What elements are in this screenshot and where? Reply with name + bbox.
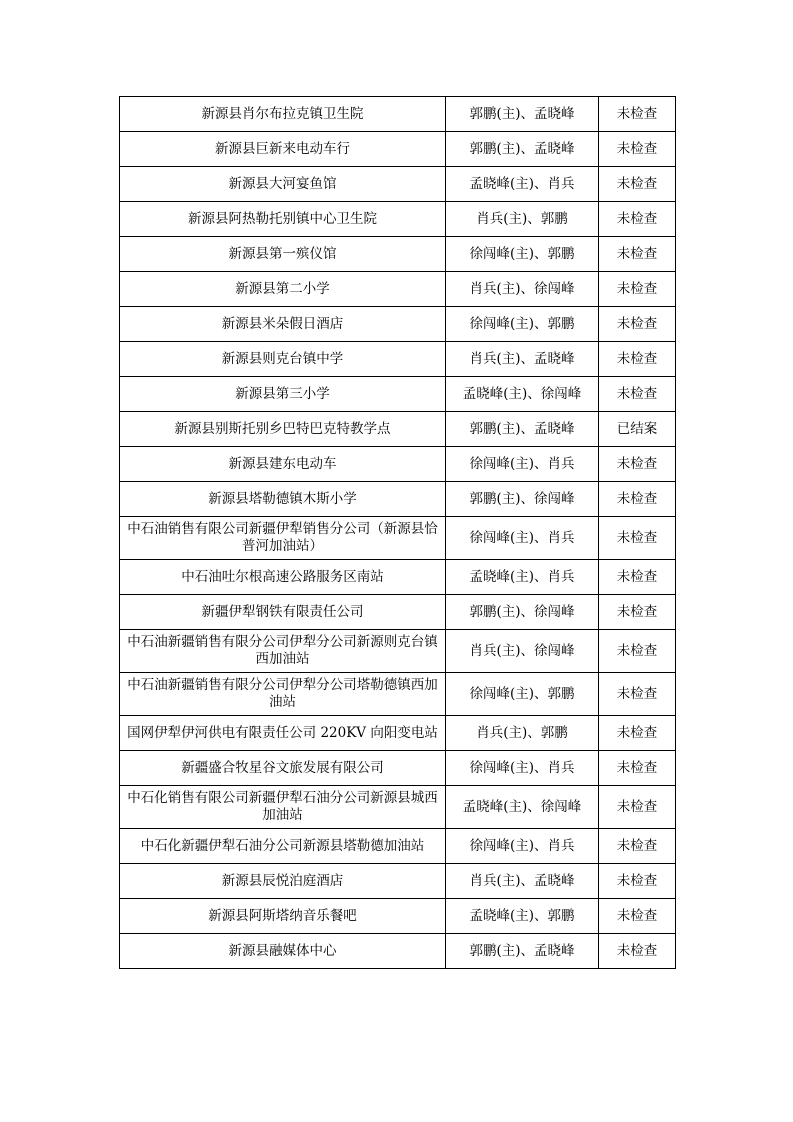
unit-name-cell: 新源县米朵假日酒店 bbox=[120, 307, 446, 342]
inspection-table bbox=[119, 96, 676, 969]
status-cell: 未检查 bbox=[599, 307, 676, 342]
inspectors-cell: 孟晓峰(主)、徐闯峰 bbox=[446, 377, 599, 412]
status-cell: 未检查 bbox=[599, 482, 676, 517]
status-cell: 未检查 bbox=[599, 934, 676, 969]
unit-name-cell: 新源县阿热勒托别镇中心卫生院 bbox=[120, 202, 446, 237]
table-row bbox=[120, 132, 676, 167]
unit-name-cell: 新源县阿斯塔纳音乐餐吧 bbox=[120, 899, 446, 934]
status-cell: 未检查 bbox=[599, 864, 676, 899]
inspectors-cell: 徐闯峰(主)、郭鹏 bbox=[446, 307, 599, 342]
inspectors-cell: 孟晓峰(主)、肖兵 bbox=[446, 560, 599, 595]
table-row bbox=[120, 751, 676, 786]
inspectors-cell: 郭鹏(主)、孟晓峰 bbox=[446, 132, 599, 167]
unit-name-cell: 中石油销售有限公司新疆伊犁销售分公司（新源县恰普河加油站） bbox=[120, 517, 446, 560]
inspectors-cell: 郭鹏(主)、徐闯峰 bbox=[446, 595, 599, 630]
unit-name-cell: 新源县第二小学 bbox=[120, 272, 446, 307]
status-cell: 已结案 bbox=[599, 412, 676, 447]
inspectors-cell: 徐闯峰(主)、肖兵 bbox=[446, 751, 599, 786]
unit-name-cell: 新源县则克台镇中学 bbox=[120, 342, 446, 377]
table-row bbox=[120, 786, 676, 829]
unit-name-cell: 新源县建东电动车 bbox=[120, 447, 446, 482]
table-row bbox=[120, 167, 676, 202]
table-row bbox=[120, 864, 676, 899]
status-cell: 未检查 bbox=[599, 517, 676, 560]
table-row bbox=[120, 272, 676, 307]
inspectors-cell: 肖兵(主)、郭鹏 bbox=[446, 202, 599, 237]
inspectors-cell: 徐闯峰(主)、郭鹏 bbox=[446, 237, 599, 272]
table-row bbox=[120, 829, 676, 864]
inspectors-cell: 孟晓峰(主)、肖兵 bbox=[446, 167, 599, 202]
status-cell: 未检查 bbox=[599, 751, 676, 786]
unit-name-cell: 新源县融媒体中心 bbox=[120, 934, 446, 969]
status-cell: 未检查 bbox=[599, 786, 676, 829]
table-row bbox=[120, 934, 676, 969]
unit-name-cell: 新疆盛合牧星谷文旅发展有限公司 bbox=[120, 751, 446, 786]
status-cell: 未检查 bbox=[599, 630, 676, 673]
table-row bbox=[120, 630, 676, 673]
unit-name-cell: 新源县巨新来电动车行 bbox=[120, 132, 446, 167]
inspectors-cell: 徐闯峰(主)、肖兵 bbox=[446, 517, 599, 560]
status-cell: 未检查 bbox=[599, 377, 676, 412]
unit-name-cell: 中石油新疆销售有限分公司伊犁分公司塔勒德镇西加油站 bbox=[120, 673, 446, 716]
unit-name-cell: 中石化销售有限公司新疆伊犁石油分公司新源县城西加油站 bbox=[120, 786, 446, 829]
table-row bbox=[120, 517, 676, 560]
table-row bbox=[120, 673, 676, 716]
table-row bbox=[120, 447, 676, 482]
unit-name-cell: 中石油吐尔根高速公路服务区南站 bbox=[120, 560, 446, 595]
table-row bbox=[120, 716, 676, 751]
inspection-table-body bbox=[120, 97, 676, 969]
inspectors-cell: 郭鹏(主)、孟晓峰 bbox=[446, 97, 599, 132]
table-row bbox=[120, 482, 676, 517]
unit-name-cell: 新源县辰悦泊庭酒店 bbox=[120, 864, 446, 899]
table-row bbox=[120, 412, 676, 447]
inspectors-cell: 肖兵(主)、孟晓峰 bbox=[446, 864, 599, 899]
inspectors-cell: 徐闯峰(主)、郭鹏 bbox=[446, 673, 599, 716]
inspectors-cell: 孟晓峰(主)、徐闯峰 bbox=[446, 786, 599, 829]
table-row bbox=[120, 202, 676, 237]
inspectors-cell: 肖兵(主)、郭鹏 bbox=[446, 716, 599, 751]
unit-name-cell: 新源县第三小学 bbox=[120, 377, 446, 412]
inspectors-cell: 郭鹏(主)、孟晓峰 bbox=[446, 934, 599, 969]
status-cell: 未检查 bbox=[599, 202, 676, 237]
inspectors-cell: 孟晓峰(主)、郭鹏 bbox=[446, 899, 599, 934]
status-cell: 未检查 bbox=[599, 237, 676, 272]
inspectors-cell: 徐闯峰(主)、肖兵 bbox=[446, 447, 599, 482]
table-row bbox=[120, 237, 676, 272]
inspectors-cell: 郭鹏(主)、徐闯峰 bbox=[446, 482, 599, 517]
status-cell: 未检查 bbox=[599, 829, 676, 864]
status-cell: 未检查 bbox=[599, 899, 676, 934]
status-cell: 未检查 bbox=[599, 132, 676, 167]
status-cell: 未检查 bbox=[599, 272, 676, 307]
unit-name-cell: 国网伊犁伊河供电有限责任公司 220KV 向阳变电站 bbox=[120, 716, 446, 751]
unit-name-cell: 新疆伊犁钢铁有限责任公司 bbox=[120, 595, 446, 630]
unit-name-cell: 新源县大河宴鱼馆 bbox=[120, 167, 446, 202]
status-cell: 未检查 bbox=[599, 447, 676, 482]
inspectors-cell: 肖兵(主)、孟晓峰 bbox=[446, 342, 599, 377]
table-row bbox=[120, 899, 676, 934]
table-row bbox=[120, 560, 676, 595]
status-cell: 未检查 bbox=[599, 716, 676, 751]
status-cell: 未检查 bbox=[599, 167, 676, 202]
inspectors-cell: 徐闯峰(主)、肖兵 bbox=[446, 829, 599, 864]
unit-name-cell: 中石油新疆销售有限分公司伊犁分公司新源则克台镇西加油站 bbox=[120, 630, 446, 673]
inspectors-cell: 肖兵(主)、徐闯峰 bbox=[446, 272, 599, 307]
unit-name-cell: 新源县肖尔布拉克镇卫生院 bbox=[120, 97, 446, 132]
status-cell: 未检查 bbox=[599, 342, 676, 377]
status-cell: 未检查 bbox=[599, 673, 676, 716]
unit-name-cell: 新源县别斯托别乡巴特巴克特教学点 bbox=[120, 412, 446, 447]
table-row bbox=[120, 377, 676, 412]
table-row bbox=[120, 307, 676, 342]
status-cell: 未检查 bbox=[599, 97, 676, 132]
table-row bbox=[120, 342, 676, 377]
unit-name-cell: 新源县塔勒德镇木斯小学 bbox=[120, 482, 446, 517]
unit-name-cell: 新源县第一殡仪馆 bbox=[120, 237, 446, 272]
status-cell: 未检查 bbox=[599, 595, 676, 630]
table-row bbox=[120, 595, 676, 630]
table-row bbox=[120, 97, 676, 132]
unit-name-cell: 中石化新疆伊犁石油分公司新源县塔勒德加油站 bbox=[120, 829, 446, 864]
inspectors-cell: 肖兵(主)、徐闯峰 bbox=[446, 630, 599, 673]
status-cell: 未检查 bbox=[599, 560, 676, 595]
inspectors-cell: 郭鹏(主)、孟晓峰 bbox=[446, 412, 599, 447]
